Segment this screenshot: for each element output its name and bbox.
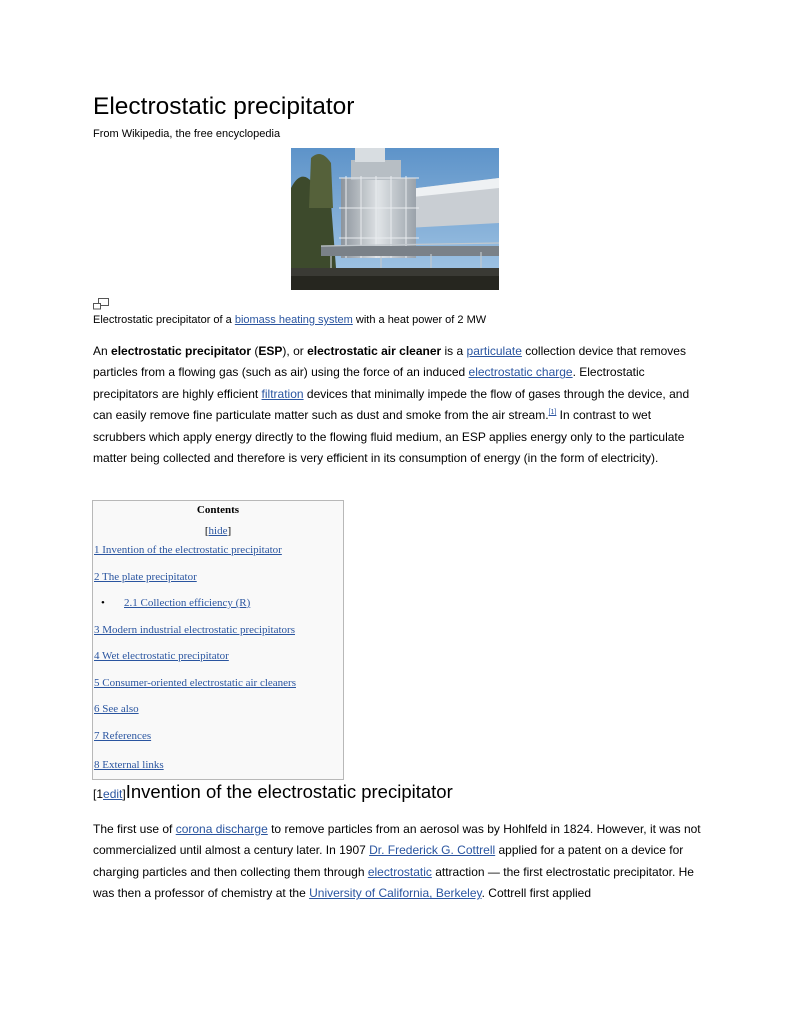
- invention-paragraph: [93, 819, 703, 905]
- uc-berkeley-link[interactable]: University of California, Berkeley: [309, 886, 482, 901]
- toc-item-collection-efficiency[interactable]: 2.1 Collection efficiency (R): [124, 597, 251, 609]
- toc-item-invention[interactable]: 1 Invention of the electrostatic precipitator: [94, 544, 282, 556]
- caption-text: Electrostatic precipitator of a: [93, 314, 235, 326]
- enlarge-icon[interactable]: [93, 297, 109, 309]
- body-text: applied for a patent on a device for charging particles and then collecting them through: [93, 843, 684, 879]
- body-text: to remove particles from an aerosol was by Hohlfeld in 1824. However, it was not commercialized until almost a century later. In 1907: [93, 822, 701, 858]
- filtration-link[interactable]: filtration: [261, 386, 304, 401]
- intro-text: In contrast to wet scrubbers which apply energy directly to the flowing fluid medium, an ESP applies energy only to the particulate matter being collected and therefore is very efficient in its consumption of energy (in the form of electricity).: [93, 408, 685, 466]
- particulate-link[interactable]: particulate: [466, 344, 522, 358]
- toc-bullet: •: [101, 597, 105, 609]
- precipitator-photo-image: [291, 148, 499, 290]
- body-text: attraction — the first electrostatic precipitator. He was then a professor of chemistry at the: [93, 864, 694, 901]
- toc-item-references[interactable]: 7 References: [94, 730, 152, 742]
- biomass-heating-system-link[interactable]: biomass heating system: [234, 314, 353, 326]
- toc-bracket: [: [204, 525, 209, 537]
- corona-discharge-link[interactable]: corona discharge: [175, 822, 268, 836]
- toc-item-external-links[interactable]: 8 External links: [94, 759, 164, 771]
- section-heading-text: Invention of the electrostatic precipitator: [125, 781, 453, 802]
- edit-section-link[interactable]: edit: [103, 787, 123, 801]
- intro-text: (: [251, 344, 259, 358]
- electrostatic-link[interactable]: electrostatic: [367, 864, 432, 879]
- toc-hide-link[interactable]: hide: [208, 525, 228, 537]
- caption-text-end: with a heat power of 2 MW: [352, 314, 487, 326]
- body-text: The first use of: [93, 822, 176, 836]
- figure-caption: [93, 313, 486, 327]
- electrostatic-charge-link[interactable]: electrostatic charge: [468, 365, 573, 380]
- toc-item-see-also[interactable]: 6 See also: [94, 703, 139, 715]
- toc-title: Contents: [196, 504, 240, 516]
- body-text: . Cottrell first applied: [481, 886, 592, 901]
- term-esp: electrostatic precipitator: [111, 344, 252, 358]
- intro-text: ), or: [282, 344, 308, 358]
- intro-text: is a: [441, 344, 467, 358]
- edit-bracket: ]: [122, 787, 126, 801]
- cottrell-link[interactable]: Dr. Frederick G. Cottrell: [369, 843, 496, 858]
- precipitator-photo[interactable]: [291, 148, 499, 290]
- toc-item-plate-precipitator[interactable]: 2 The plate precipitator: [94, 571, 197, 583]
- page-title: Electrostatic precipitator: [93, 93, 355, 120]
- intro-text: devices that minimally impede the flow of gases through the device, and can easily remove fine particulate matter such as dust and smoke from the air stream.: [93, 386, 690, 423]
- section-heading-invention: [93, 781, 453, 803]
- toc-bracket: ]: [227, 525, 232, 537]
- reference-1-link[interactable]: [1]: [548, 409, 557, 417]
- intro-text: . Electrostatic precipitators are highly efficient: [93, 365, 645, 401]
- page-subtitle: From Wikipedia, the free encyclopedia: [93, 128, 281, 140]
- edit-bracket: [1: [93, 787, 104, 801]
- toc-item-wet-precipitator[interactable]: 4 Wet electrostatic precipitator: [94, 650, 229, 662]
- term-esp-abbr: ESP: [258, 344, 283, 358]
- term-air-cleaner: electrostatic air cleaner: [307, 344, 442, 358]
- intro-text: An: [93, 344, 112, 358]
- toc-hide-toggle: [93, 525, 343, 537]
- intro-paragraph: [93, 341, 703, 469]
- toc-item-modern-industrial[interactable]: 3 Modern industrial electrostatic precipitators: [94, 624, 295, 636]
- toc-item-consumer-air-cleaners[interactable]: 5 Consumer-oriented electrostatic air cleaners: [94, 677, 296, 689]
- intro-text: collection device that removes particles from a flowing gas (such as air) using the force of an induced: [93, 344, 686, 380]
- table-of-contents: [92, 500, 344, 780]
- enlarge-icon-glyph: [93, 298, 109, 310]
